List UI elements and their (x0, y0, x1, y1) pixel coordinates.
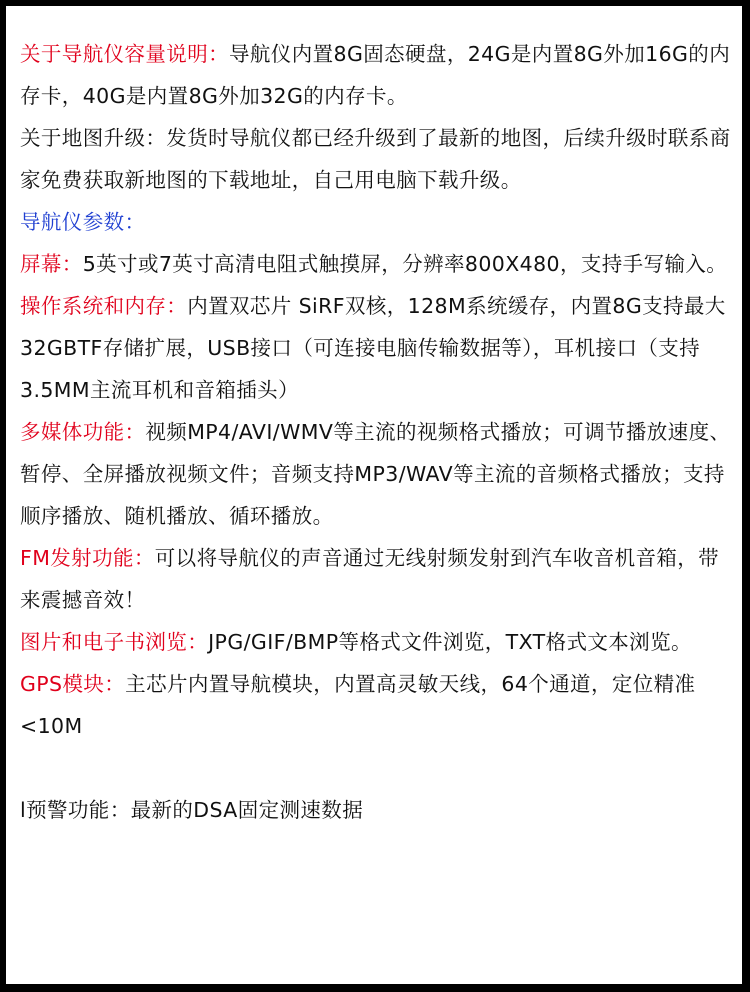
blank-line (20, 747, 734, 789)
text-multimedia: 视频MP4/AVI/WMV等主流的视频格式播放；可调节播放速度、暂停、全屏播放视频文件；音频支持MP3/WAV等主流的音频格式播放；支持顺序播放、随机播放、循环播放。 (20, 420, 731, 528)
paragraph-os-memory (20, 285, 734, 411)
paragraph-screen (20, 243, 734, 285)
paragraph-params-heading (20, 201, 734, 243)
label-os-memory: 操作系统和内存： (20, 294, 188, 318)
paragraph-fm (20, 537, 734, 621)
paragraph-warning (20, 789, 734, 831)
label-fm: FM发射功能： (20, 546, 155, 570)
text-os-memory: 内置双芯片 SiRF双核，128M系统缓存，内置8G支持最大32GBTF存储扩展，USB接口（可连接电脑传输数据等），耳机接口（支持3.5MM主流耳机和音箱插头） (20, 294, 726, 402)
text-capacity: 导航仪内置8G固态硬盘，24G是内置8G外加16G的内存卡，40G是内置8G外加32G的内存卡。 (20, 42, 731, 108)
paragraph-gps (20, 663, 734, 747)
text-ebook: JPG/GIF/BMP等格式文件浏览，TXT格式文本浏览。 (208, 630, 692, 654)
text-fm: 可以将导航仪的声音通过无线射频发射到汽车收音机音箱，带来震撼音效！ (20, 546, 720, 612)
spec-text-block (20, 33, 734, 831)
label-gps: GPS模块： (20, 672, 126, 696)
label-ebook: 图片和电子书浏览： (20, 630, 209, 654)
label-screen: 屏幕： (20, 252, 83, 276)
paragraph-map-upgrade (20, 117, 734, 201)
label-capacity: 关于导航仪容量说明： (20, 42, 229, 66)
text-gps: 主芯片内置导航模块，内置高灵敏天线，64个通道，定位精准<10M (20, 672, 696, 738)
text-map-upgrade: 关于地图升级：发货时导航仪都已经升级到了最新的地图，后续升级时联系商家免费获取新地图的下载地址，自己用电脑下载升级。 (20, 126, 731, 192)
text-warning: l预警功能：最新的DSA固定测速数据 (20, 798, 364, 822)
label-params-heading: 导航仪参数： (20, 210, 146, 234)
paragraph-ebook (20, 621, 734, 663)
text-screen: 5英寸或7英寸高清电阻式触摸屏，分辨率800X480，支持手写输入。 (82, 252, 728, 276)
label-multimedia: 多媒体功能： (20, 420, 146, 444)
paragraph-capacity (20, 33, 734, 117)
paragraph-multimedia (20, 411, 734, 537)
document-page (6, 6, 742, 984)
